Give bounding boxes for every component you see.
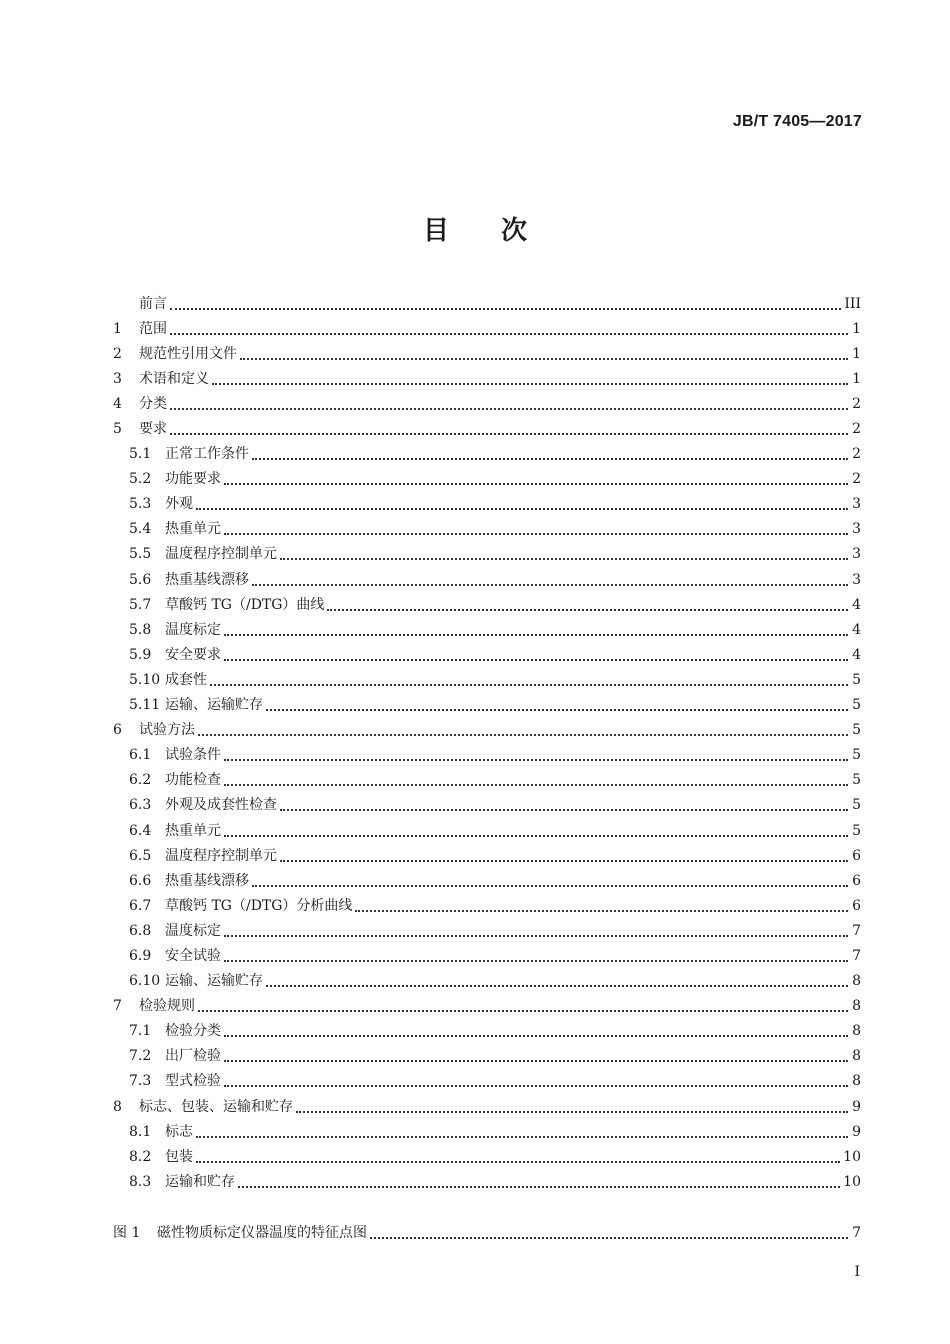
dot-leader (327, 597, 848, 611)
dot-leader (212, 371, 848, 385)
dot-leader (224, 823, 848, 837)
entry-title: 热重单元 (165, 521, 221, 538)
entry-number: 6.2 (129, 772, 152, 789)
entry-page-number: 10 (843, 1173, 861, 1190)
dot-leader (224, 647, 848, 661)
standard-number: JB/T 7405—2017 (732, 113, 862, 130)
dot-leader (196, 496, 848, 510)
entry-number: 8 (113, 1098, 122, 1115)
figure-list-item[interactable] (113, 1220, 861, 1245)
entry-number: 5.4 (129, 521, 152, 538)
entry-title: 规范性引用文件 (139, 345, 237, 362)
entry-number: 2 (113, 345, 122, 362)
entry-number: 6.10 (129, 973, 161, 990)
entry-page-number: 1 (852, 370, 861, 387)
toc-entry[interactable] (113, 291, 861, 316)
toc-entry[interactable] (113, 1169, 861, 1194)
dot-leader (224, 1048, 848, 1062)
entry-title: 温度标定 (165, 922, 221, 939)
entry-title: 术语和定义 (139, 370, 209, 387)
dot-leader (224, 1073, 848, 1087)
entry-page-number: III (844, 295, 861, 312)
dot-leader (238, 1174, 840, 1188)
dot-leader (196, 1124, 848, 1138)
entry-title: 要求 (139, 421, 167, 438)
entry-number: 5.7 (129, 596, 152, 613)
entry-number: 5 (113, 421, 122, 438)
entry-number: 7.2 (129, 1048, 152, 1065)
entry-page-number: 10 (843, 1148, 861, 1165)
entry-number: 1 (113, 320, 122, 337)
toc-entry[interactable] (113, 1069, 861, 1094)
toc-entry[interactable] (113, 442, 861, 467)
entry-title: 型式检验 (165, 1073, 221, 1090)
entry-page-number: 2 (852, 421, 861, 438)
toc-entry[interactable] (113, 793, 861, 818)
dot-leader (198, 722, 848, 736)
entry-title: 正常工作条件 (165, 446, 249, 463)
entry-page-number: 4 (852, 596, 861, 613)
toc-entry[interactable] (113, 868, 861, 893)
dot-leader (224, 471, 848, 485)
dot-leader (280, 848, 848, 862)
entry-title: 范围 (139, 320, 167, 337)
entry-number: 6.4 (129, 822, 152, 839)
entry-number: 5.5 (129, 546, 152, 563)
toc-entry[interactable] (113, 718, 861, 743)
entry-title: 标志 (165, 1123, 193, 1140)
toc-entry[interactable] (113, 1019, 861, 1044)
entry-number: 6.9 (129, 947, 152, 964)
dot-leader (252, 572, 848, 586)
entry-title: 安全要求 (165, 646, 221, 663)
entry-page-number: 8 (852, 973, 861, 990)
entry-title: 检验规则 (139, 998, 195, 1015)
entry-number: 5.1 (129, 446, 152, 463)
entry-number: 4 (113, 395, 122, 412)
dot-leader (196, 1149, 840, 1163)
entry-title: 磁性物质标定仪器温度的特征点图 (157, 1224, 367, 1241)
toc-entry[interactable] (113, 994, 861, 1019)
entry-title: 功能检查 (165, 772, 221, 789)
toc-entry[interactable] (113, 1144, 861, 1169)
entry-page-number: 2 (852, 446, 861, 463)
entry-number: 5.6 (129, 571, 152, 588)
dot-leader (224, 521, 848, 535)
dot-leader (252, 873, 848, 887)
entry-page-number: 8 (852, 1073, 861, 1090)
entry-title: 草酸钙 TG（/DTG）曲线 (165, 596, 325, 613)
entry-title: 试验方法 (139, 722, 195, 739)
entry-number: 6.6 (129, 872, 152, 889)
entry-title: 外观及成套性检查 (165, 797, 277, 814)
entry-title: 温度程序控制单元 (165, 546, 277, 563)
entry-title: 包装 (165, 1148, 193, 1165)
entry-number: 7.3 (129, 1073, 152, 1090)
entry-page-number: 2 (852, 471, 861, 488)
entry-page-number: 2 (852, 395, 861, 412)
entry-number: 3 (113, 370, 122, 387)
entry-number: 5.11 (129, 697, 161, 714)
entry-title: 安全试验 (165, 947, 221, 964)
dot-leader (170, 421, 848, 435)
entry-page-number: 8 (852, 1023, 861, 1040)
entry-page-number: 5 (852, 772, 861, 789)
entry-page-number: 7 (852, 947, 861, 964)
toc-entry[interactable] (113, 517, 861, 542)
entry-number: 8.3 (129, 1173, 152, 1190)
table-of-contents (113, 291, 861, 1245)
toc-entry[interactable] (113, 818, 861, 843)
entry-title: 出厂检验 (165, 1048, 221, 1065)
entry-page-number: 3 (852, 571, 861, 588)
entry-title: 热重基线漂移 (165, 872, 249, 889)
entry-page-number: 8 (852, 998, 861, 1015)
toc-entry[interactable] (113, 542, 861, 567)
toc-entry[interactable] (113, 592, 861, 617)
entry-page-number: 6 (852, 847, 861, 864)
entry-page-number: 6 (852, 897, 861, 914)
dot-leader (370, 1225, 848, 1239)
dot-leader (170, 321, 848, 335)
entry-number: 6.5 (129, 847, 152, 864)
toc-entry[interactable] (113, 341, 861, 366)
entry-page-number: 1 (852, 345, 861, 362)
entry-number: 6.8 (129, 922, 152, 939)
toc-entry[interactable] (113, 1119, 861, 1144)
toc-entry[interactable] (113, 366, 861, 391)
dot-leader (280, 797, 848, 811)
dot-leader (224, 747, 848, 761)
toc-entry[interactable] (113, 1044, 861, 1069)
entry-page-number: 9 (852, 1098, 861, 1115)
dot-leader (266, 973, 848, 987)
entry-title: 运输、运输贮存 (165, 697, 263, 714)
dot-leader (224, 622, 848, 636)
entry-number: 5.3 (129, 496, 152, 513)
entry-title: 成套性 (165, 671, 207, 688)
entry-title: 功能要求 (165, 471, 221, 488)
toc-entry[interactable] (113, 918, 861, 943)
entry-title: 分类 (139, 395, 167, 412)
toc-entry[interactable] (113, 768, 861, 793)
entry-page-number: 5 (852, 822, 861, 839)
toc-entry[interactable] (113, 642, 861, 667)
entry-page-number: 3 (852, 546, 861, 563)
entry-number: 5.10 (129, 671, 161, 688)
dot-leader (170, 296, 841, 310)
dot-leader (224, 1023, 848, 1037)
entry-title: 检验分类 (165, 1023, 221, 1040)
toc-entry[interactable] (113, 1094, 861, 1119)
entry-number: 5.8 (129, 621, 152, 638)
entry-page-number: 5 (852, 671, 861, 688)
dot-leader (198, 998, 848, 1012)
toc-entry[interactable] (113, 416, 861, 441)
entry-page-number: 9 (852, 1123, 861, 1140)
entry-number: 图 1 (113, 1224, 141, 1241)
entry-page-number: 4 (852, 621, 861, 638)
entry-title: 试验条件 (165, 747, 221, 764)
entry-page-number: 5 (852, 697, 861, 714)
dot-leader (252, 446, 848, 460)
toc-entry[interactable] (113, 617, 861, 642)
entry-page-number: 8 (852, 1048, 861, 1065)
toc-entry[interactable] (113, 693, 861, 718)
entry-title: 运输、运输贮存 (165, 973, 263, 990)
entry-title: 温度程序控制单元 (165, 847, 277, 864)
dot-leader (266, 697, 848, 711)
entry-page-number: 6 (852, 872, 861, 889)
entry-page-number: 3 (852, 496, 861, 513)
page-folio: I (854, 1264, 860, 1280)
entry-number: 6 (113, 722, 122, 739)
entry-page-number: 5 (852, 747, 861, 764)
toc-entry[interactable] (113, 969, 861, 994)
dot-leader (224, 772, 848, 786)
entry-number: 8.2 (129, 1148, 152, 1165)
dot-leader (280, 546, 848, 560)
entry-title: 温度标定 (165, 621, 221, 638)
entry-page-number: 5 (852, 722, 861, 739)
toc-entry[interactable] (113, 492, 861, 517)
toc-entry[interactable] (113, 667, 861, 692)
dot-leader (296, 1099, 848, 1113)
entry-title: 热重单元 (165, 822, 221, 839)
toc-entry[interactable] (113, 467, 861, 492)
entry-number: 6.3 (129, 797, 152, 814)
entry-number: 5.9 (129, 646, 152, 663)
dot-leader (170, 396, 848, 410)
entry-number: 7 (113, 998, 122, 1015)
toc-entry[interactable] (113, 567, 861, 592)
entry-title: 标志、包装、运输和贮存 (139, 1098, 293, 1115)
dot-leader (224, 923, 848, 937)
dot-leader (355, 898, 848, 912)
toc-entry[interactable] (113, 893, 861, 918)
dot-leader (240, 346, 848, 360)
entry-page-number: 5 (852, 797, 861, 814)
entry-page-number: 3 (852, 521, 861, 538)
toc-entry[interactable] (113, 943, 861, 968)
entry-title: 外观 (165, 496, 193, 513)
entry-number: 6.1 (129, 747, 152, 764)
entry-page-number: 7 (852, 922, 861, 939)
entry-number: 8.1 (129, 1123, 152, 1140)
entry-number: 5.2 (129, 471, 152, 488)
entry-page-number: 7 (852, 1224, 861, 1241)
entry-title: 草酸钙 TG（/DTG）分析曲线 (165, 897, 353, 914)
page-title: 目次 (422, 216, 579, 246)
entry-title: 前言 (139, 295, 167, 312)
toc-entry[interactable] (113, 843, 861, 868)
entry-number: 7.1 (129, 1023, 152, 1040)
entry-title: 热重基线漂移 (165, 571, 249, 588)
dot-leader (210, 672, 848, 686)
toc-entry[interactable] (113, 391, 861, 416)
toc-entry[interactable] (113, 743, 861, 768)
entry-title: 运输和贮存 (165, 1173, 235, 1190)
dot-leader (224, 948, 848, 962)
entry-page-number: 1 (852, 320, 861, 337)
entry-page-number: 4 (852, 646, 861, 663)
entry-number: 6.7 (129, 897, 152, 914)
toc-entry[interactable] (113, 316, 861, 341)
